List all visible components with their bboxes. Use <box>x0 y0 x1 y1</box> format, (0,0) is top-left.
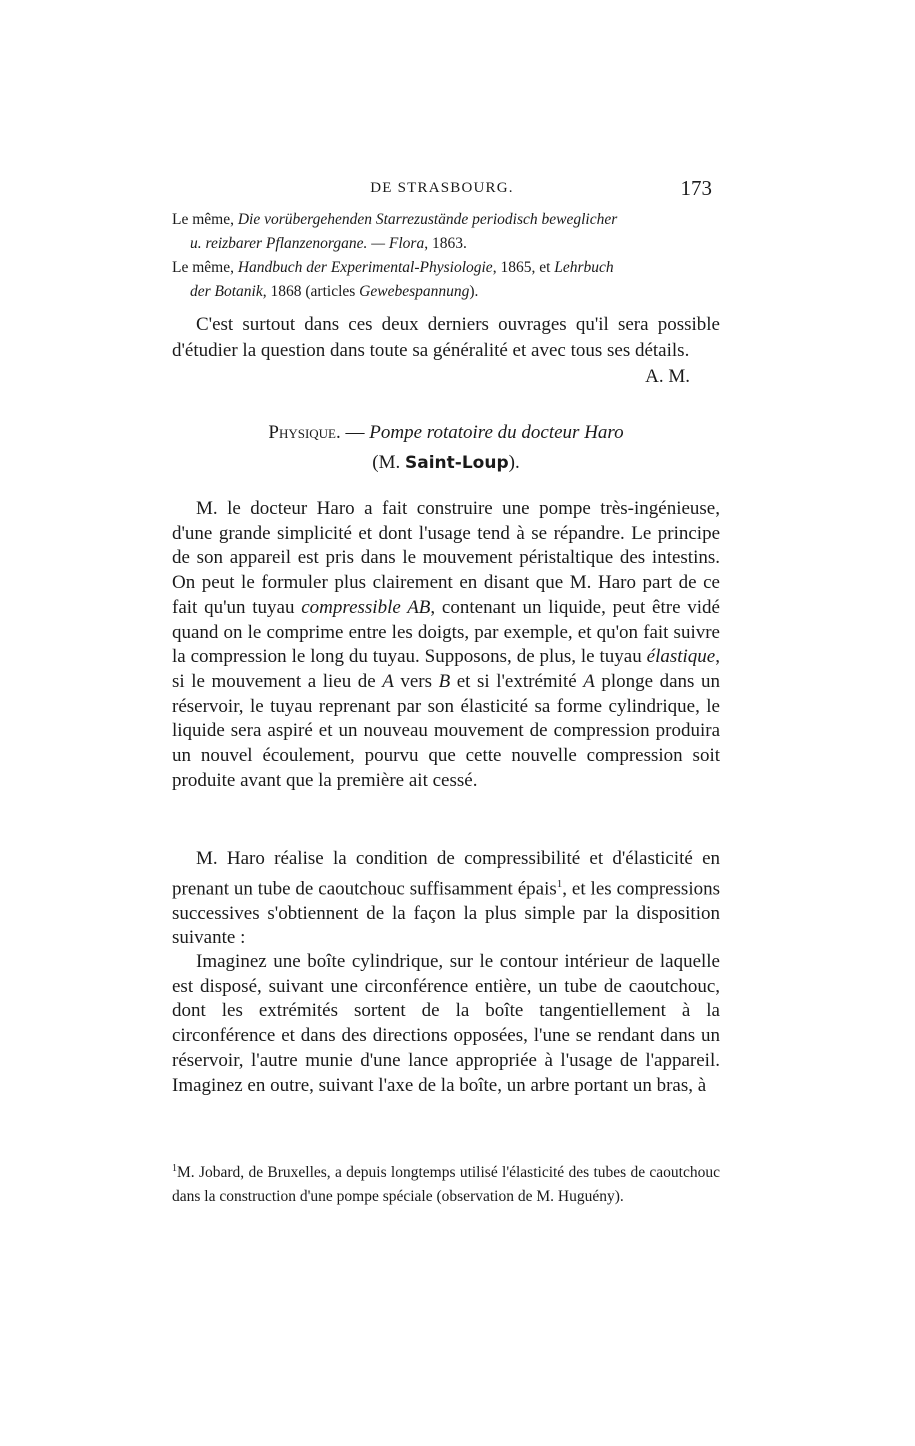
article-title-line: Physique. — Pompe rotatoire du docteur Haro <box>268 422 624 443</box>
reference-term: Gewebespannung <box>359 283 470 300</box>
reference-item: Le même, Die vorübergehenden Starrezustände periodisch beweglicher u. reizbarer Pflanzenorgane. — Flora, 1863. <box>172 211 618 252</box>
footnote-text: M. Jobard, de Bruxelles, a depuis longtemps utilisé l'élasticité des tubes de caoutchouc dans la construction d'une pompe spéciale (observation de M. Huguény). <box>172 1164 720 1206</box>
footnote-mark: 1 <box>172 1163 177 1174</box>
body-paragraph: M. le docteur Haro a fait construire une pompe très-ingénieuse, d'une grande simplicité et dont l'usage tend à se répandre. Le principe de son appareil est pris dans le mouvement péristaltique des intestins. On peut le formuler plus clairement en disant que M. Haro part de ce fait qu'un tuyau compressible AB, contenant un liquide, peut être vidé quand on le comprime entre les doigts, par exemple, et qu'on fait suivre la compression le long du tuyau. Supposons, de plus, le tuyau élastique, si le mouvement a lieu de A vers B et si l'extrémité A plonge dans un réservoir, le tuyau reprenant par son élasticité sa forme cylindrique, le liquide sera aspiré et un nouveau mouvement de compression produira un nouvel écoulement, pourvu que cette nouvelle compression soit produite avant que la première ait cessé. <box>172 498 720 791</box>
article-author-line: (M. Saint-Loup). <box>372 452 520 473</box>
body-paragraph: M. Haro réalise la condition de compressibilité et d'élasticité en prenant un tube de caoutchouc suffisamment épais$^1$, et les compressions successives s'obtiennent de la façon la plus simple par la disposition suivante : <box>172 848 720 949</box>
bibliography <box>172 208 717 304</box>
article-heading <box>172 418 720 478</box>
footnote <box>172 1157 720 1209</box>
reference-title: Handbuch der Experimental-Physiologie <box>237 259 493 276</box>
reference-title: Lehrbuch <box>554 259 614 276</box>
page-number: 173 <box>680 176 712 200</box>
reference-item: Le même, Handbuch der Experimental-Physiologie, 1865, et Lehrbuch der Botanik, 1868 (articles Gewebespannung). <box>172 259 614 300</box>
running-head: DE STRASBOURG. <box>370 180 514 196</box>
body-paragraph: Imaginez une boîte cylindrique, sur le contour intérieur de laquelle est disposé, suivant une circonférence entière, un tube de caoutchouc, dont les extrémités sortent de la boîte tangentiellement à la circonférence et dans des directions opposées, l'une se rendant dans un réservoir, l'autre munie d'une lance appropriée à l'usage de l'appareil. Imaginez en outre, suivant l'axe de la boîte, un arbre portant un bras, à <box>172 951 720 1096</box>
signature: A. M. <box>645 366 690 387</box>
article-author: Saint-Loup <box>405 453 509 473</box>
intro-paragraph: C'est surtout dans ces deux derniers ouvrages qu'il sera possible d'étudier la question dans toute sa généralité et avec tous ses détails. A. M. <box>172 312 720 390</box>
footnote-marker: 1 <box>556 877 563 890</box>
page-header <box>172 176 712 202</box>
reference-title: Die vorübergehenden Starrezustände periodisch beweglicher <box>237 211 618 228</box>
rubric: Physique. <box>268 422 341 443</box>
reference-title-cont: u. reizbarer Pflanzenorgane. — Flora <box>190 235 425 252</box>
reference-title-cont: der Botanik <box>190 283 263 300</box>
article-title: Pompe rotatoire du docteur Haro <box>369 422 624 443</box>
